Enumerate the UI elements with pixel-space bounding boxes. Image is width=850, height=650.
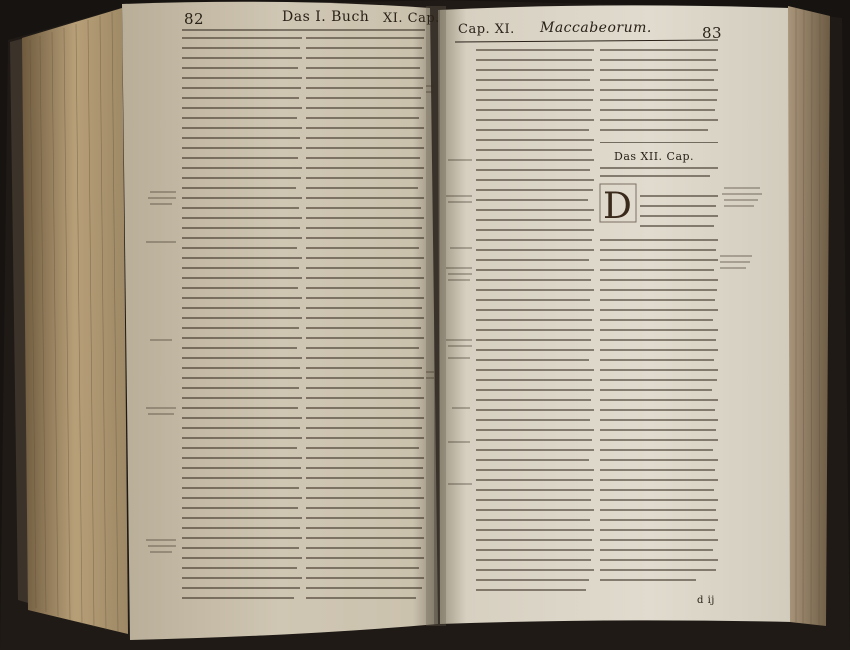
right-page-header: Maccabeorum. xyxy=(540,20,652,36)
right-page-number: 83 xyxy=(702,24,723,42)
right-page-chapter: Cap. XI. xyxy=(458,22,515,37)
left-page-number: 82 xyxy=(184,10,205,28)
page-signature-mark: d ij xyxy=(697,595,715,606)
left-page-chapter: XI. Cap. xyxy=(383,11,440,26)
chapter-heading: Das XII. Cap. xyxy=(614,150,695,163)
left-page-header: Das I. Buch xyxy=(282,9,370,25)
drop-cap-initial: D xyxy=(603,186,633,227)
